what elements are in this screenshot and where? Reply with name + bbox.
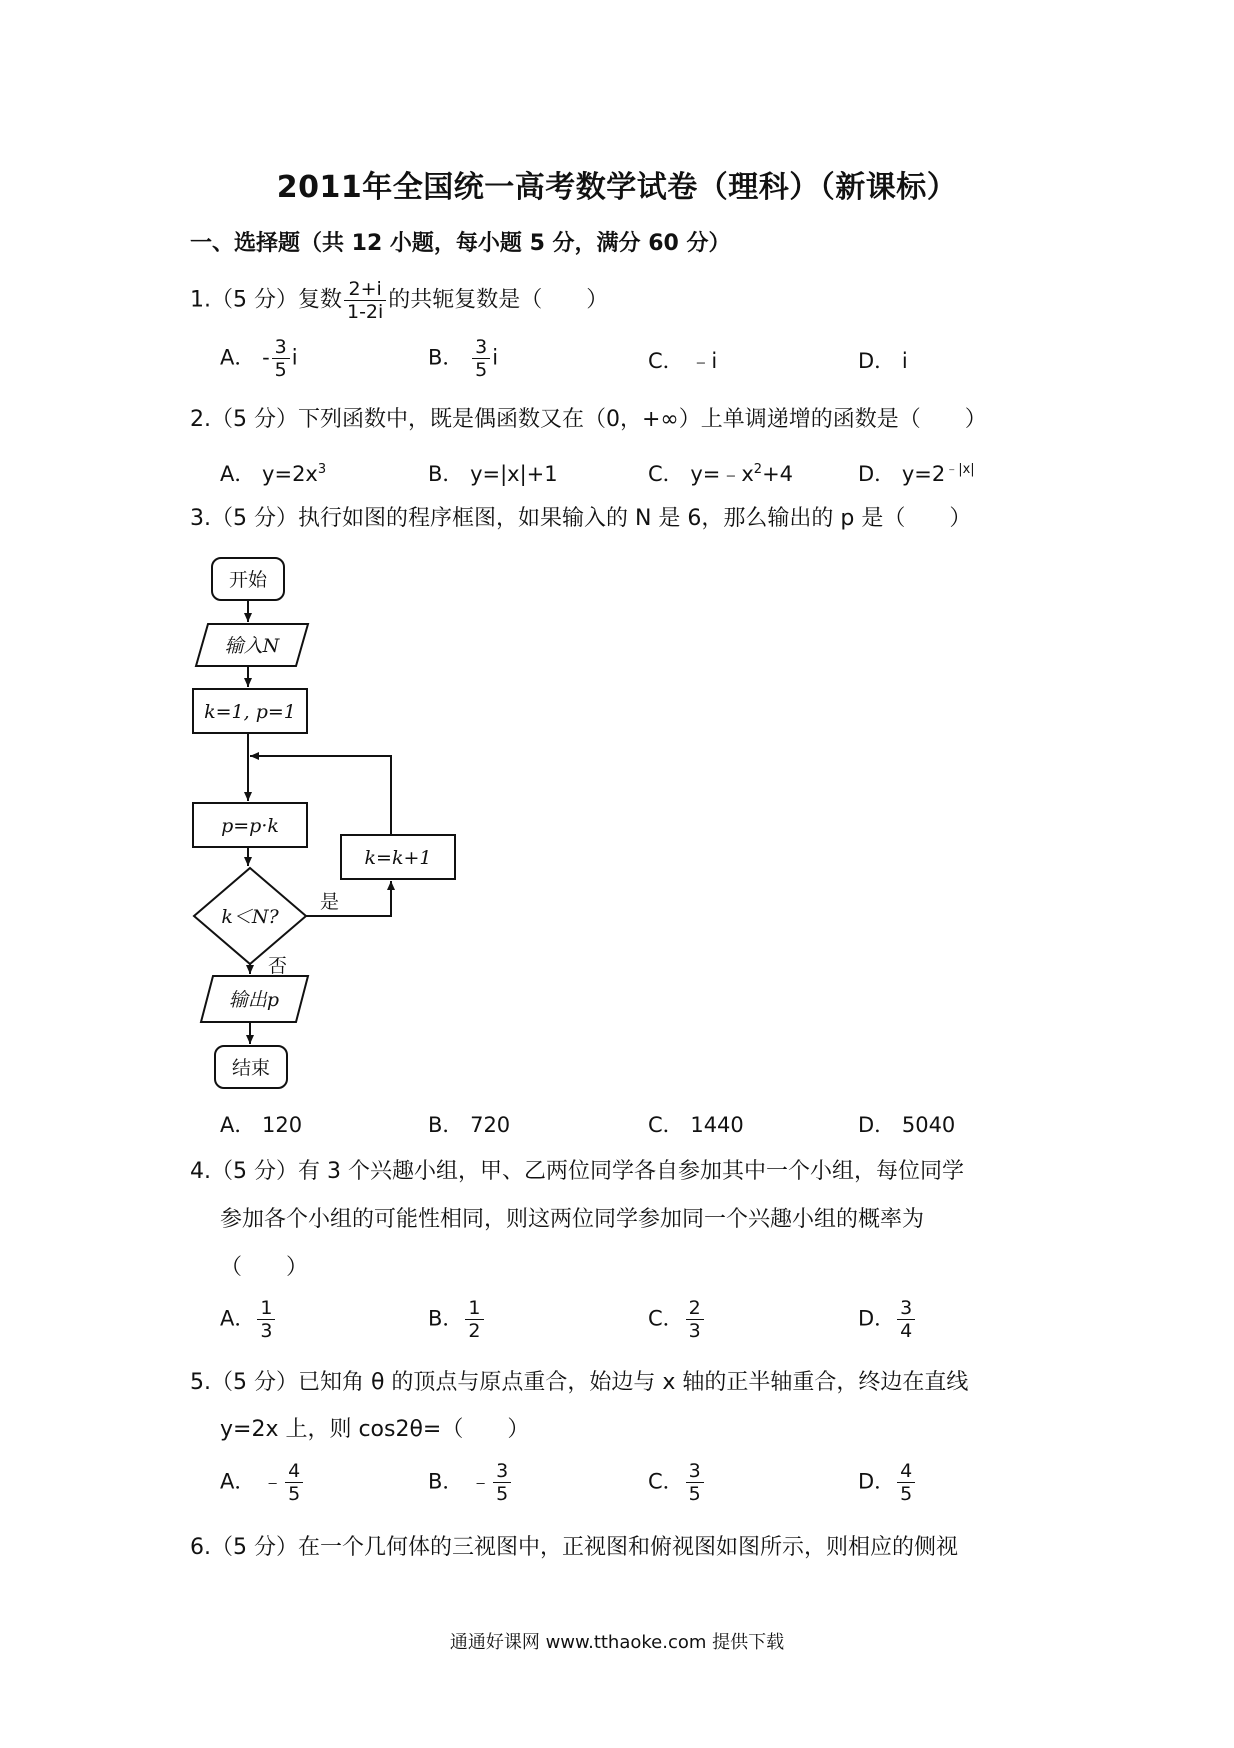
fraction-numerator: 3 xyxy=(472,336,490,359)
fraction-numerator: 3 xyxy=(272,336,290,359)
option-fraction xyxy=(285,1460,303,1505)
option-d xyxy=(858,1460,917,1505)
option-b: B． y=|x|+1 xyxy=(428,462,558,486)
fraction-denominator: 3 xyxy=(688,1320,701,1342)
flow-output-label: 输出p xyxy=(228,989,280,1011)
fraction-denominator: 5 xyxy=(274,359,287,381)
fraction-numerator: 3 xyxy=(686,1460,704,1483)
option-text: A． y=2x xyxy=(220,462,318,486)
flow-condition-label: k＜N? xyxy=(221,906,279,928)
page-title: 2011年全国统一高考数学试卷（理科）（新课标） xyxy=(276,170,958,205)
option-text: C． y=﹣x xyxy=(648,462,754,486)
fraction-denominator: 5 xyxy=(288,1483,301,1505)
exponent: 2 xyxy=(753,462,763,477)
fraction-denominator: 5 xyxy=(900,1483,913,1505)
flow-start-label: 开始 xyxy=(228,569,268,591)
flow-yes-label: 是 xyxy=(320,891,340,913)
option-b xyxy=(428,1297,486,1342)
fraction-denominator: 1-2i xyxy=(346,301,384,323)
fraction-numerator: 3 xyxy=(897,1297,915,1320)
exponent: ﹣|x| xyxy=(945,462,975,477)
option-fraction xyxy=(897,1297,915,1342)
question-3: 3.（5 分）执行如图的程序框图，如果输入的 N 是 6，那么输出的 p 是（ ） xyxy=(190,506,972,531)
question-6-line-1: 6.（5 分）在一个几何体的三视图中，正视图和俯视图如图所示，则相应的侧视 xyxy=(190,1535,958,1560)
minus-sign: ﹣ xyxy=(262,1469,284,1494)
option-label: A． xyxy=(220,1469,256,1494)
option-fraction xyxy=(465,1297,483,1342)
question-5-line-1: 5.（5 分）已知角 θ 的顶点与原点重合，始边与 x 轴的正半轴重合，终边在直线 xyxy=(190,1370,969,1395)
flow-no-label: 否 xyxy=(268,955,288,977)
option-a xyxy=(220,1297,277,1342)
option-label: D． xyxy=(858,1306,896,1331)
fraction-numerator: 2+i xyxy=(344,278,386,301)
section-heading: 一、选择题（共 12 小题，每小题 5 分，满分 60 分） xyxy=(190,231,731,256)
flow-arrow-yes xyxy=(306,881,391,916)
option-d: D． 5040 xyxy=(858,1113,956,1137)
option-label: C． xyxy=(648,1306,684,1331)
option-label: A． xyxy=(220,345,256,370)
fraction-numerator: 4 xyxy=(897,1460,915,1483)
option-label: B． xyxy=(428,1306,464,1331)
question-1-prefix: 1.（5 分）复数 xyxy=(190,287,342,313)
question-2: 2.（5 分）下列函数中，既是偶函数又在（0，+∞）上单调递增的函数是（ ） xyxy=(190,407,987,432)
option-a xyxy=(220,1460,305,1505)
option-label: B． xyxy=(428,1469,464,1494)
option-a: A． 120 xyxy=(220,1113,303,1137)
option-d xyxy=(858,1297,917,1342)
question-4-line-2: 参加各个小组的可能性相同，则这两位同学参加同一个兴趣小组的概率为 xyxy=(220,1207,925,1232)
fraction-denominator: 2 xyxy=(468,1320,481,1342)
question-5-line-2: y=2x 上，则 cos2θ=（ ） xyxy=(220,1417,530,1442)
fraction-denominator: 4 xyxy=(900,1320,913,1342)
option-text-tail: +4 xyxy=(762,462,794,486)
option-c: C． ﹣i xyxy=(648,349,718,373)
question-1-suffix: 的共轭复数是（ ） xyxy=(388,287,609,313)
fraction-numerator: 4 xyxy=(285,1460,303,1483)
imaginary-unit: i xyxy=(492,345,499,370)
imaginary-unit: i xyxy=(291,345,298,370)
flow-input-label: 输入N xyxy=(224,635,280,657)
option-fraction xyxy=(897,1460,915,1505)
option-text: D． y=2 xyxy=(858,462,946,486)
flow-end-label: 结束 xyxy=(231,1057,271,1079)
fraction-denominator: 5 xyxy=(475,359,488,381)
question-4-line-1: 4.（5 分）有 3 个兴趣小组，甲、乙两位同学各自参加其中一个小组，每位同学 xyxy=(190,1159,964,1184)
option-b xyxy=(428,1460,513,1505)
option-label: B． xyxy=(428,345,464,370)
fraction-numerator: 1 xyxy=(465,1297,483,1320)
option-fraction xyxy=(493,1460,511,1505)
fraction-numerator: 1 xyxy=(257,1297,275,1320)
minus-sign: - xyxy=(262,345,270,370)
fraction-numerator: 3 xyxy=(493,1460,511,1483)
fraction-denominator: 5 xyxy=(688,1483,701,1505)
option-fraction xyxy=(257,1297,275,1342)
fraction-denominator: 5 xyxy=(496,1483,509,1505)
option-c: C． 1440 xyxy=(648,1113,744,1137)
question-4-line-3: （ ） xyxy=(220,1255,309,1280)
flow-increment-label: k=k+1 xyxy=(364,847,432,869)
fraction-denominator: 3 xyxy=(260,1320,273,1342)
option-label: A． xyxy=(220,1306,256,1331)
option-label: D． xyxy=(858,1469,896,1494)
page-footer: 通通好课网 www.tthaoke.com 提供下载 xyxy=(449,1632,785,1653)
exponent: 3 xyxy=(317,462,327,477)
option-label: C． xyxy=(648,1469,684,1494)
option-fraction xyxy=(686,1460,704,1505)
option-c xyxy=(648,1297,706,1342)
option-b: B． 720 xyxy=(428,1113,511,1137)
flow-assign-label: p=p·k xyxy=(221,815,279,837)
fraction-numerator: 2 xyxy=(686,1297,704,1320)
option-fraction xyxy=(686,1297,704,1342)
minus-sign: ﹣ xyxy=(470,1469,492,1494)
option-c xyxy=(648,1460,706,1505)
option-d: D． i xyxy=(858,349,908,373)
flow-init-label: k=1, p=1 xyxy=(204,701,296,723)
